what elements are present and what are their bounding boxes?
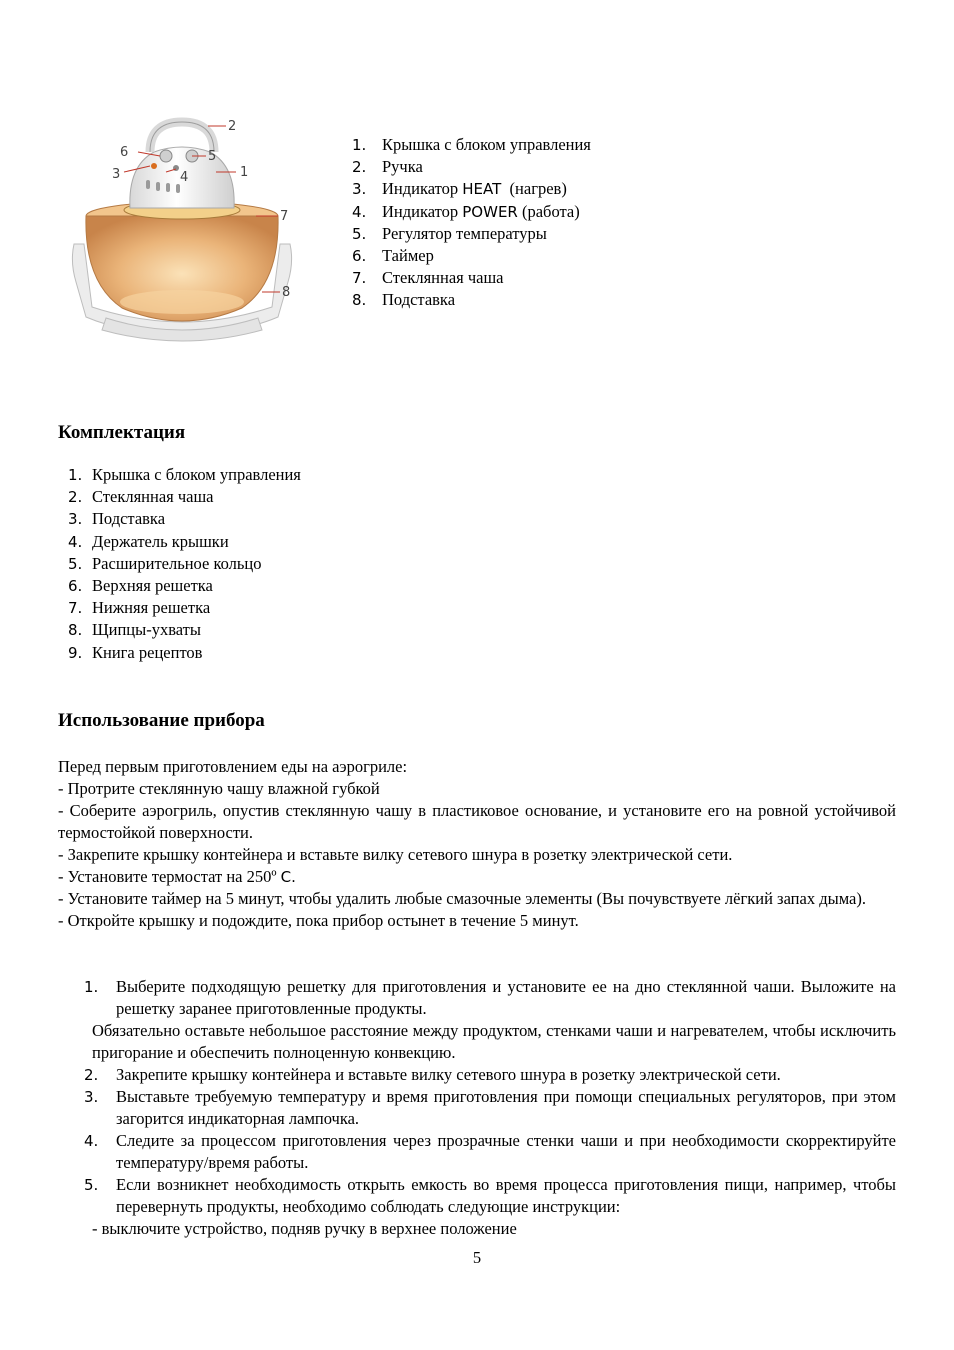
parts-item: 5. Регулятор температуры	[352, 223, 547, 243]
callout-3: 3	[112, 167, 121, 182]
callout-2: 2	[228, 119, 237, 134]
callout-6: 6	[120, 145, 129, 160]
kit-item: 1. Крышка с блоком управления	[68, 465, 301, 484]
prep-line: - Соберите аэрогриль, опустив стеклянную чашу в пластиковое основание, и установите его на ровной устойчивой термостойкой поверхности.	[58, 801, 896, 842]
kit-item: 2. Стеклянная чаша	[68, 487, 214, 507]
kit-item: 9. Книга рецептов	[68, 642, 203, 662]
usage-steps	[84, 976, 896, 1240]
callout-5: 5	[208, 149, 217, 164]
kit-item: 6. Верхняя решетка	[68, 576, 213, 596]
parts-item: 7. Стеклянная чаша	[352, 268, 504, 288]
prep-line: - Протрите стеклянную чашу влажной губкой	[58, 779, 380, 798]
prep-line: - Закрепите крышку контейнера и вставьте вилку сетевого шнура в розетку электрической сети.	[58, 845, 733, 864]
step-note: Обязательно оставьте небольшое расстояние между продуктом, стенками чаши и нагревателем, чтобы исключить пригорание и обеспечить полноценную конвекцию.	[92, 1021, 896, 1062]
step-item: 4. Следите за процессом приготовления через прозрачные стенки чаши и при необходимости скорректируйте температуру/время работы.	[84, 1131, 896, 1172]
step-item: 3. Выставьте требуемую температуру и время приготовления при помощи специальных регуляторов, при этом загорится индикаторная лампочка.	[84, 1087, 896, 1128]
kit-item: 5. Расширительное кольцо	[68, 553, 262, 573]
halogen-oven-illustration	[66, 112, 298, 352]
kit-item: 8. Щипцы-ухваты	[68, 620, 201, 640]
parts-item: 1. Крышка с блоком управления	[352, 135, 591, 154]
prep-line: - Откройте крышку и подождите, пока прибор остынет в течение 5 минут.	[58, 911, 579, 930]
usage-prep	[58, 756, 896, 932]
step-item: 2. Закрепите крышку контейнера и вставьте вилку сетевого шнура в розетку электрической сети.	[84, 1065, 781, 1084]
kit-item: 7. Нижняя решетка	[68, 598, 211, 618]
page-number: 5	[472, 1248, 482, 1267]
kit-heading: Комплектация	[58, 422, 186, 443]
prep-line: - Установите термостат на 250º C.	[58, 867, 296, 886]
callout-1: 1	[240, 165, 249, 180]
usage-heading: Использование прибора	[58, 710, 265, 731]
parts-list	[352, 134, 591, 312]
step-item: 5. Если возникнет необходимость открыть емкость во время процесса приготовления пищи, например, чтобы перевернуть продукты, необходимо соблюдать следующие инструкции:	[84, 1175, 896, 1216]
parts-item: 2. Ручка	[352, 157, 423, 177]
product-image	[66, 112, 298, 352]
parts-item: 6. Таймер	[352, 246, 434, 266]
step-last-line: - выключите устройство, подняв ручку в верхнее положение	[92, 1219, 517, 1238]
callout-7: 7	[280, 209, 289, 224]
kit-list	[68, 464, 301, 664]
kit-item: 3. Подставка	[68, 509, 166, 529]
parts-item: 8. Подставка	[352, 290, 456, 310]
prep-line: - Установите таймер на 5 минут, чтобы удалить любые смазочные элементы (Вы почувствуете лёгкий запах дыма).	[58, 889, 866, 908]
step-item: 1. Выберите подходящую решетку для приготовления и установите ее на дно стеклянной чаши. Выложите на решетку заранее приготовленные продукты.	[84, 977, 896, 1018]
usage-intro: Перед первым приготовлением еды на аэрогриле:	[58, 757, 408, 776]
kit-item: 4. Держатель крышки	[68, 531, 229, 551]
callout-4: 4	[180, 170, 189, 185]
parts-item: 3. Индикатор HEAT (нагрев)	[352, 179, 567, 199]
parts-item: 4. Индикатор POWER (работа)	[352, 201, 580, 221]
callout-8: 8	[282, 285, 291, 300]
